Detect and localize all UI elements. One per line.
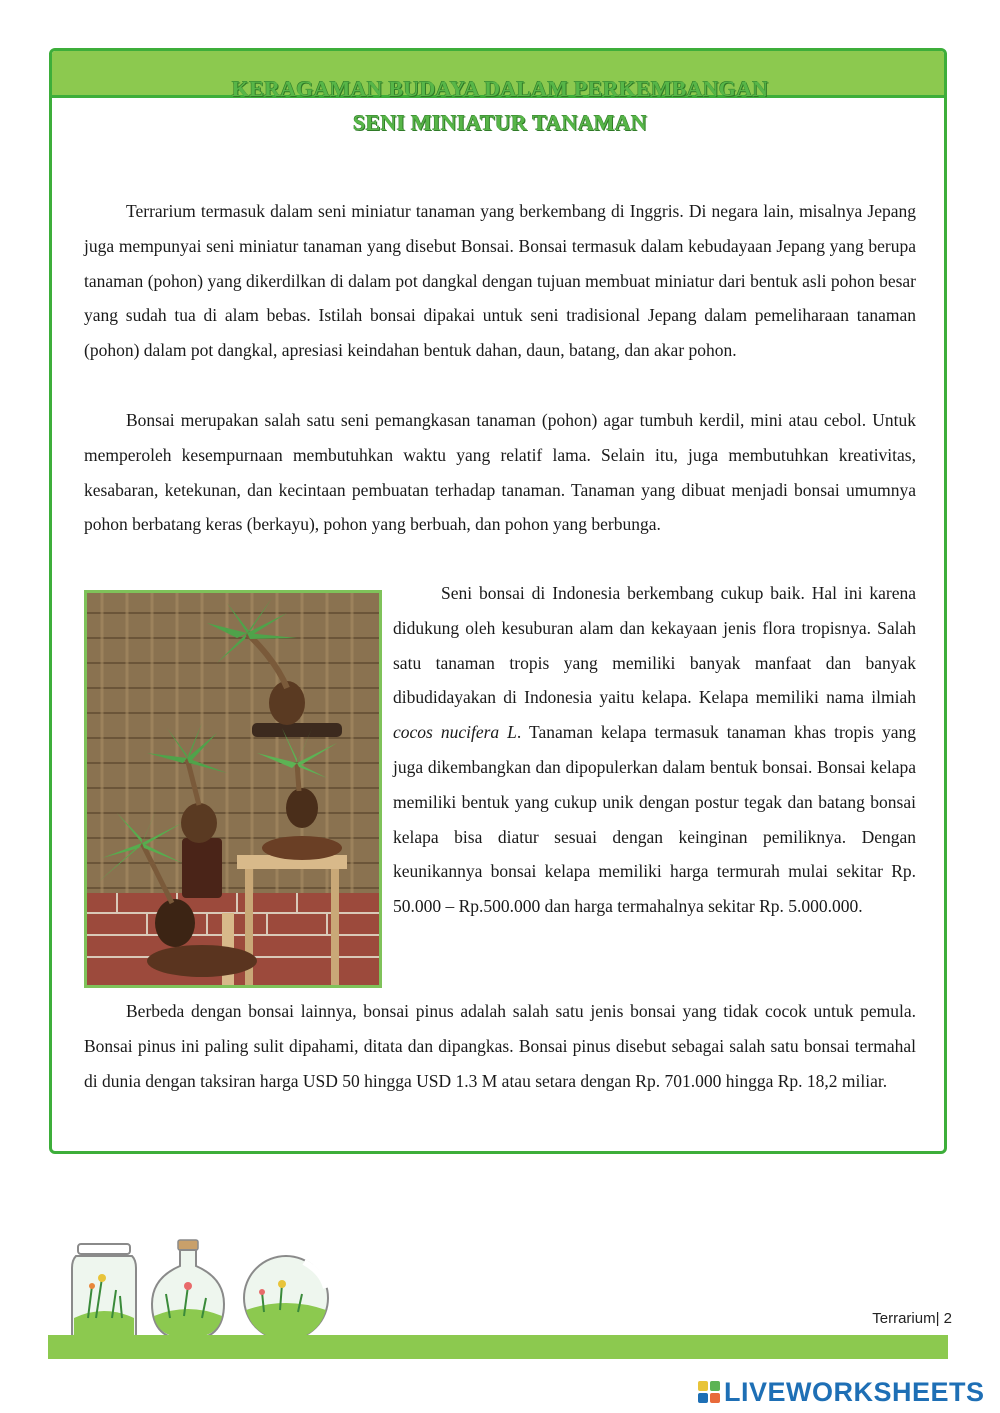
page-title [0, 72, 1000, 140]
coconut-bonsai-photo [84, 590, 382, 988]
liveworksheets-blocks-icon [698, 1381, 720, 1403]
bottle-terrarium-icon [152, 1240, 224, 1340]
title-line-1: KERAGAMAN BUDAYA DALAM PERKEMBANGAN [231, 76, 769, 101]
paragraph-bonsai-indonesia [393, 576, 916, 924]
sphere-terrarium-icon [244, 1256, 328, 1340]
paragraph-bonsai-indonesia-text-1: Seni bonsai di Indonesia berkembang cukup baik. Hal ini karena didukung oleh kesuburan alam dan kekayaan jenis flora tropisnya. Salah satu tanaman tropis yang memiliki banyak manfaat dan banyak dibudidayakan di Indonesia yaitu kelapa. Kelapa memiliki nama ilmiah [393, 583, 916, 708]
title-line-2: SENI MINIATUR TANAMAN [353, 110, 647, 135]
paragraph-pine-bonsai: Berbeda dengan bonsai lainnya, bonsai pinus adalah salah satu jenis bonsai yang tidak cocok untuk pemula. Bonsai pinus ini paling sulit dipahami, ditata dan dipangkas. Bonsai pinus disebut sebagai salah satu bonsai termahal di dunia dengan taksiran harga USD 50 hingga USD 1.3 M atau setara dengan Rp. 701.000 hingga Rp. 18,2 miliar. [84, 1001, 916, 1091]
paragraph-bonsai-pruning: Bonsai merupakan salah satu seni pemangkasan tanaman (pohon) agar tumbuh kerdil, mini atau cebol. Untuk memperoleh kesempurnaan membutuhkan waktu yang relatif lama. Selain itu, juga membutuhkan kreativitas, kesabaran, ketekunan, dan kecintaan pembuatan terhadap tanaman. Tanaman yang dibuat menjadi bonsai umumnya pohon berbatang keras (berkayu), pohon yang berbuah, dan pohon yang berbunga. [84, 410, 916, 535]
liveworksheets-logo [698, 1377, 985, 1407]
scientific-name: cocos nucifera L [393, 722, 517, 743]
paragraph-terrarium-intro: Terrarium termasuk dalam seni miniatur tanaman yang berkembang di Inggris. Di negara lain, misalnya Jepang juga mempunyai seni miniatur tanaman yang disebut Bonsai. Bonsai termasuk dalam kebudayaan Jepang yang berupa tanaman (pohon) yang dikerdilkan di dalam pot dangkal dengan tujuan membuat miniatur dari bentuk asli pohon besar yang sudah tua di alam bebas. Istilah bonsai dipakai untuk seni tradisional Jepang dalam pemeliharaan tanaman (pohon) dalam pot dangkal, apresiasi keindahan bentuk dahan, daun, batang, dan akar pohon. [84, 201, 916, 361]
footer-bar [48, 1335, 948, 1359]
paragraph-bonsai-indonesia-text-2: . Tanaman kelapa termasuk tanaman khas tropis yang juga dikembangkan dan dipopulerkan dalam bentuk bonsai. Bonsai kelapa memiliki bentuk yang cukup unik dengan postur tegak dan batang bonsai kelapa bisa diatur sesuai dengan keinginan pemiliknya. Dengan keunikannya bonsai kelapa memiliki harga termurah mulai sekitar Rp. 50.000 – Rp.500.000 dan harga termahalnya sekitar Rp. 5.000.000. [393, 722, 916, 917]
brand-name: LIVEWORKSHEETS [724, 1376, 985, 1407]
footer-page-label: Terrarium| 2 [872, 1310, 952, 1327]
terrarium-illustration-icon [66, 1238, 336, 1342]
jar-terrarium-icon [72, 1244, 136, 1340]
